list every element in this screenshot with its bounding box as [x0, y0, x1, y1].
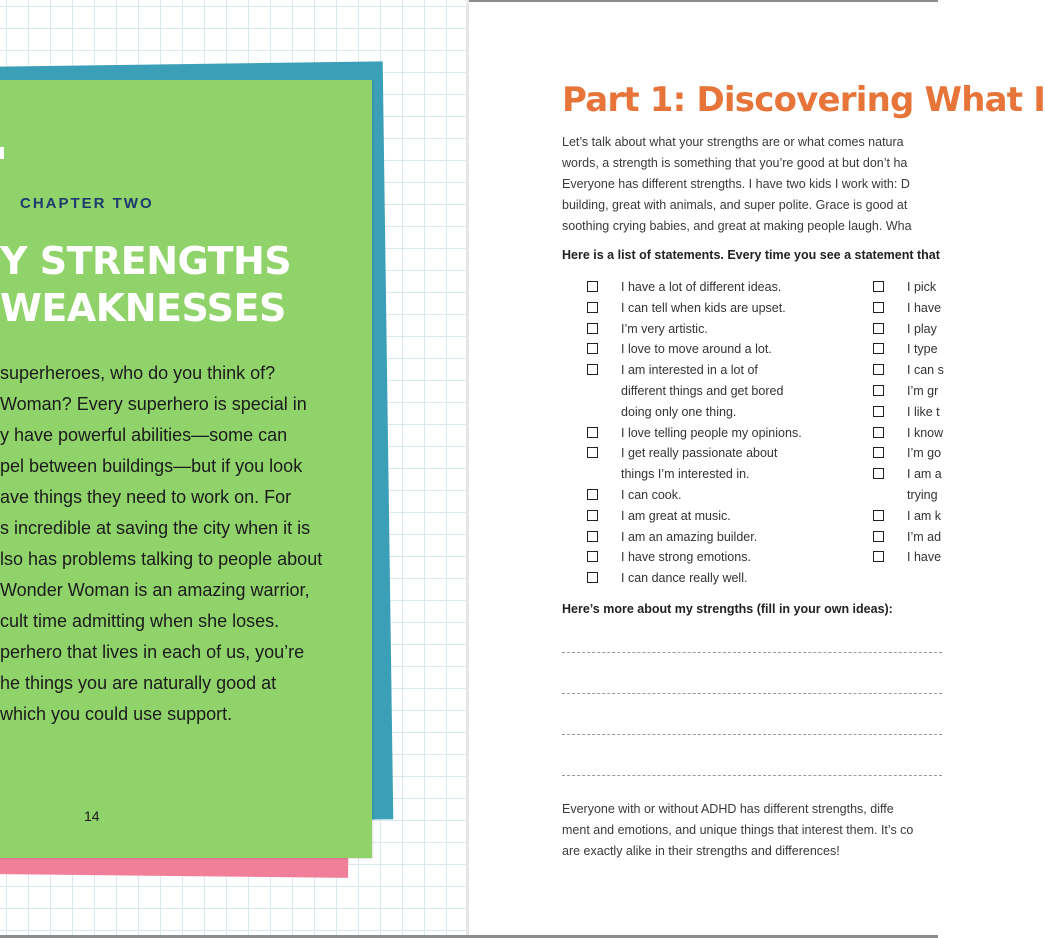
statement-text: I have	[907, 300, 942, 315]
checklist-item	[873, 423, 944, 444]
checklist-item	[587, 568, 802, 589]
checkbox[interactable]	[587, 281, 598, 292]
checkbox[interactable]	[587, 572, 598, 583]
statement-text: I am k	[907, 508, 942, 523]
text-line: pel between buildings—but if you look	[0, 456, 303, 476]
text-line: building, great with animals, and super polite. Grace is good at	[562, 198, 908, 212]
checkbox[interactable]	[587, 427, 598, 438]
fill-in-line[interactable]	[562, 734, 942, 735]
text-line: y have powerful abilities—some can	[0, 425, 288, 445]
statement-text: I pick	[907, 280, 937, 294]
checklist-item	[587, 319, 802, 340]
statement-text: I have	[907, 550, 942, 565]
statement-text: I like t	[907, 404, 940, 419]
checklist-item	[873, 339, 944, 360]
statement-text: I am interested in a lot of different things and get bored doing only one thing.	[621, 363, 784, 419]
checkbox[interactable]	[873, 406, 884, 417]
checklist-item	[873, 547, 944, 568]
chapter-title	[0, 238, 340, 332]
text-line: words, a strength is something that you’re good at but don’t ha	[562, 156, 908, 170]
text-line: Everyone has different strengths. I have two kids I work with: D	[562, 177, 910, 191]
statement-text: I’m ad	[907, 529, 942, 544]
text-line: Everyone with or without ADHD has different strengths, diffe	[562, 802, 894, 816]
statement-text: I get really passionate about things I’m interested in.	[621, 446, 778, 482]
statements-column-left	[587, 277, 802, 589]
section-title: Part 1: Discovering What I	[562, 80, 1045, 120]
checklist-item	[873, 506, 944, 527]
text-line: which you could use support.	[0, 704, 233, 724]
fill-in-line[interactable]	[562, 652, 942, 653]
left-page	[0, 0, 468, 938]
checkbox[interactable]	[873, 447, 884, 458]
checklist-item	[873, 402, 944, 423]
statement-text: I love to move around a lot.	[621, 342, 772, 357]
checklist-instruction: Here is a list of statements. Every time you see a statement that	[562, 248, 940, 262]
text-line: ment and emotions, and unique things that interest them. It’s co	[562, 823, 914, 837]
text-line: Let’s talk about what your strengths are or what comes natura	[562, 135, 904, 149]
checkbox[interactable]	[873, 281, 884, 292]
checkbox[interactable]	[873, 531, 884, 542]
checkbox[interactable]	[873, 468, 884, 479]
statement-text: I’m very artistic.	[621, 321, 708, 336]
checklist-item	[873, 277, 944, 298]
statement-text: I am an amazing builder.	[621, 529, 758, 544]
checkbox[interactable]	[587, 531, 598, 542]
checkbox[interactable]	[587, 447, 598, 458]
checkbox[interactable]	[587, 510, 598, 521]
checkbox[interactable]	[587, 343, 598, 354]
text-line: Wonder Woman is an amazing warrior,	[0, 580, 310, 600]
checkbox[interactable]	[873, 364, 884, 375]
checklist-item	[587, 485, 802, 506]
checkbox[interactable]	[873, 343, 884, 354]
checklist-item	[873, 443, 944, 464]
checklist-item	[873, 319, 944, 340]
checklist-item	[587, 423, 802, 444]
statement-text: I’m go	[907, 446, 942, 461]
checklist-item	[873, 381, 944, 402]
chapter-title-line: WEAKNESSES	[0, 286, 286, 330]
statement-text: I’m gr	[907, 383, 939, 398]
statement-text: I am a trying	[907, 467, 942, 502]
page-number: 14	[84, 808, 100, 824]
checklist-item	[587, 443, 802, 485]
right-page	[469, 2, 1045, 935]
statement-text: I type	[907, 342, 938, 357]
statement-text: I know	[907, 425, 944, 440]
checklist-item	[587, 547, 802, 568]
text-line: are exactly alike in their strengths and differences!	[562, 844, 840, 858]
closing-paragraph	[562, 799, 913, 862]
checklist-item	[587, 339, 802, 360]
text-line: perhero that lives in each of us, you’re	[0, 642, 305, 662]
statements-column-right	[873, 277, 944, 568]
checklist-item	[587, 298, 802, 319]
checkbox[interactable]	[587, 551, 598, 562]
statement-text: I love telling people my opinions.	[621, 425, 802, 440]
checklist-item	[873, 527, 944, 548]
fill-in-line[interactable]	[562, 775, 942, 776]
statement-text: I play	[907, 321, 937, 336]
text-line: Woman? Every superhero is special in	[0, 394, 307, 414]
statement-text: I can cook.	[621, 487, 682, 502]
checkbox[interactable]	[873, 427, 884, 438]
text-line: cult time admitting when she loses.	[0, 611, 280, 631]
statement-text: I can s	[907, 363, 944, 378]
checkbox[interactable]	[587, 489, 598, 500]
statement-text: I have strong emotions.	[621, 550, 751, 565]
checklist-item	[587, 360, 802, 422]
statement-text: I am great at music.	[621, 508, 731, 523]
fill-in-line[interactable]	[562, 693, 942, 694]
text-line: lso has problems talking to people about	[0, 549, 323, 569]
checkbox[interactable]	[873, 323, 884, 334]
text-line: s incredible at saving the city when it is	[0, 518, 311, 538]
chapter-title-line: Y STRENGTHS	[0, 239, 292, 283]
checkbox[interactable]	[873, 551, 884, 562]
checklist-item	[873, 360, 944, 381]
checkbox[interactable]	[873, 510, 884, 521]
text-line: soothing crying babies, and great at making people laugh. Wha	[562, 219, 912, 233]
checkbox[interactable]	[587, 364, 598, 375]
checkbox[interactable]	[873, 302, 884, 313]
checkbox[interactable]	[873, 385, 884, 396]
statement-text: I can tell when kids are upset.	[621, 300, 786, 315]
fill-in-label: Here’s more about my strengths (fill in your own ideas):	[562, 602, 893, 616]
checklist-item	[873, 298, 944, 319]
text-line: ave things they need to work on. For	[0, 487, 292, 507]
text-line: superheroes, who do you think of?	[0, 363, 276, 383]
text-line: he things you are naturally good at	[0, 673, 277, 693]
statement-text: I can dance really well.	[621, 571, 748, 586]
checklist-item	[587, 277, 802, 298]
checklist-item	[587, 506, 802, 527]
statement-text: I have a lot of different ideas.	[621, 280, 782, 294]
chapter-label: CHAPTER TWO	[20, 195, 154, 212]
intro-paragraph	[562, 132, 912, 237]
checklist-item	[873, 464, 944, 506]
checklist-item	[587, 527, 802, 548]
chapter-intro	[0, 358, 360, 730]
card-edge-mark	[0, 147, 4, 159]
checkbox[interactable]	[587, 323, 598, 334]
checkbox[interactable]	[587, 302, 598, 313]
